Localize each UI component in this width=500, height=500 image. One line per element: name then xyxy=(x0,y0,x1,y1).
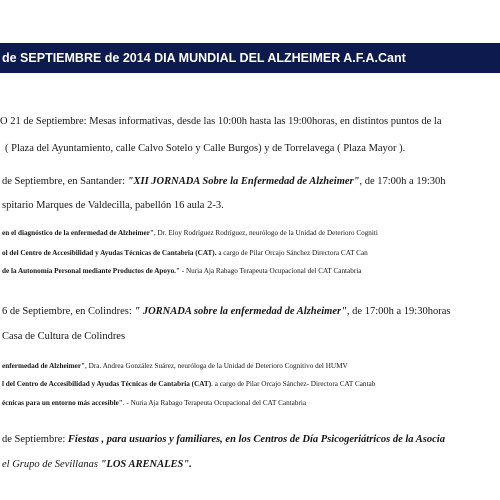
block4-event: Fiestas , para usuarios y familiares, en los Centros de Día Psicogeriátricos de la Asocia xyxy=(65,434,445,445)
block2-date: de Septiembre, en Santander: xyxy=(2,176,126,187)
block2-line3 xyxy=(2,228,500,238)
block2-line2 xyxy=(2,199,500,212)
block3-talk2-title: l del Centro de Accesibilidad y Ayudas Técnicas de Cantabria (CAT) xyxy=(2,380,212,388)
block2-talk1-speaker: , Dr. Eloy Rodríguez Rodríguez, neurólogo de la Unidad de Deterioro Cogniti xyxy=(153,229,378,237)
block3-line1 xyxy=(2,305,500,318)
block2-line1 xyxy=(2,175,500,188)
block3-talk3-speaker: . - Nuria Aja Rabago Terapeuta Ocupacional del CAT Cantabria xyxy=(122,399,307,407)
block3-talk1-title: enfermedad de Alzheimer" xyxy=(2,362,86,370)
block2-line4 xyxy=(2,248,500,258)
block1-text: Mesas informativas, desde las 10:00h hasta las 19:00horas, en distintos puntos de la xyxy=(86,116,442,127)
block3-time: , de 17:00h a 19:30horas xyxy=(346,306,451,317)
block2-talk1-title: en el diagnóstico de la enfermedad de Alzheimer" xyxy=(2,229,154,237)
block3-date: 6 de Septiembre, en Colindres: xyxy=(2,306,132,317)
block2-time: , de 17:00h a 19:30h xyxy=(359,176,446,187)
block4-date: de Septiembre: xyxy=(2,434,66,445)
block3-line3 xyxy=(2,361,500,371)
block2-venue: spitario Marques de Valdecilla, pabellón 16 aula 2-3. xyxy=(2,200,224,211)
block4-group-name: "LOS ARENALES". xyxy=(97,459,192,470)
block3-talk3-title: écnicas para un entorno más accesible" xyxy=(2,399,123,407)
block4-group-label: el Grupo de Sevillanas xyxy=(2,459,98,470)
block2-line5 xyxy=(2,266,500,276)
block2-talk3-title: de la Autonomía Personal mediante Productos de Apoyo." xyxy=(2,267,180,275)
block1-date: O 21 de Septiembre: xyxy=(0,116,87,127)
block3-venue: Casa de Cultura de Colindres xyxy=(2,331,126,342)
block1-line1 xyxy=(0,115,500,128)
block1-line2 xyxy=(5,142,500,155)
block4-line1 xyxy=(2,433,500,446)
block4-line2 xyxy=(2,458,500,471)
block2-talk3-speaker: - Nuria Aja Rabago Terapeuta Ocupacional del CAT Cantabria xyxy=(179,267,362,275)
block3-line2 xyxy=(2,330,500,343)
block2-event-title: "XII JORNADA Sobre la Enfermedad de Alzheimer" xyxy=(125,176,360,187)
block3-talk2-speaker: . a cargo de Pilar Orcajo Sánchez- Directora CAT Cantab xyxy=(211,380,376,388)
block2-talk2-title: ol del Centro de Accesibilidad y Ayudas Técnicas de Cantabria (CAT). xyxy=(2,249,217,257)
block3-event-title: " JORNADA sobre la enfermedad de Alzheimer" xyxy=(131,306,347,317)
block3-line5 xyxy=(2,398,500,408)
title-banner xyxy=(0,43,500,73)
block3-line4 xyxy=(2,379,500,389)
block2-talk2-speaker: a cargo de Pilar Orcajo Sánchez Directora CAT Can xyxy=(216,249,368,257)
block1-locations: ( Plaza del Ayuntamiento, calle Calvo Sotelo y Calle Burgos) y de Torrelavega ( Plaza Mayor ). xyxy=(5,143,406,154)
banner-text: de SEPTIEMBRE de 2014 DIA MUNDIAL DEL ALZHEIMER A.F.A.Cant xyxy=(2,51,406,65)
block3-talk1-speaker: , Dra. Andrea González Suárez, neuróloga de la Unidad de Deterioro Cognitivo del HUMV xyxy=(85,362,348,370)
